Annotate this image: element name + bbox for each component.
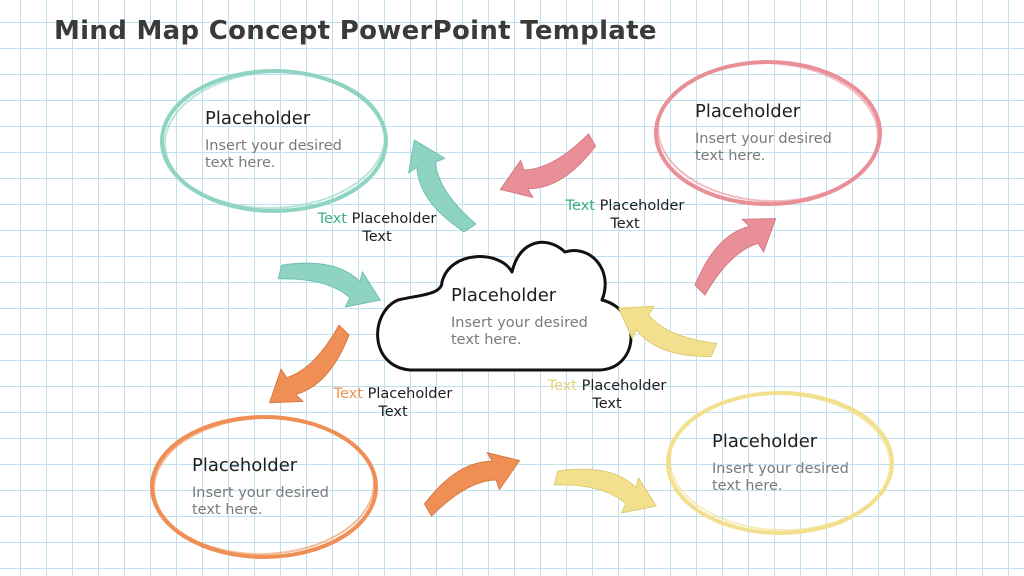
node-body	[192, 485, 329, 519]
center-body	[451, 315, 588, 349]
curved-arrow-icon	[276, 253, 386, 315]
node-title: Placeholder	[712, 431, 818, 452]
label-accent: Text	[317, 211, 347, 227]
connector-label-bottom-right	[542, 377, 672, 413]
connector-label-top-right	[560, 197, 690, 233]
curved-arrow-icon	[552, 459, 662, 521]
label-text: Placeholder	[594, 198, 685, 214]
node-title: Placeholder	[205, 108, 311, 129]
node-body	[712, 461, 849, 495]
node-title: Placeholder	[192, 455, 298, 476]
node-body	[695, 131, 832, 165]
label-text: Placeholder	[346, 211, 437, 227]
node-body-line: Insert your desired	[192, 485, 329, 501]
label-line2: Text	[378, 404, 408, 420]
curved-arrow-icon	[418, 441, 527, 526]
node-body-line: Insert your desired	[712, 461, 849, 477]
node-bottom-right	[712, 431, 849, 495]
slide-title: Mind Map Concept PowerPoint Template	[54, 16, 657, 46]
center-node	[451, 285, 588, 349]
connector-label-top-left	[312, 210, 442, 246]
center-body-line: text here.	[451, 332, 522, 348]
node-body-line: text here.	[695, 148, 766, 164]
node-body-line: text here.	[192, 502, 263, 518]
center-title: Placeholder	[451, 285, 557, 306]
label-line2: Text	[592, 396, 622, 412]
node-body-line: text here.	[712, 478, 783, 494]
label-line2: Text	[362, 229, 392, 245]
node-top-right	[695, 101, 832, 165]
connector-label-bottom-left	[328, 385, 458, 421]
label-accent: Text	[547, 378, 577, 394]
node-body-line: Insert your desired	[205, 138, 342, 154]
label-line2: Text	[610, 216, 640, 232]
node-bottom-left	[192, 455, 329, 519]
label-text: Placeholder	[576, 378, 667, 394]
node-title: Placeholder	[695, 101, 801, 122]
label-text: Placeholder	[362, 386, 453, 402]
label-accent: Text	[565, 198, 595, 214]
label-accent: Text	[333, 386, 363, 402]
node-body-line: Insert your desired	[695, 131, 832, 147]
curved-arrow-icon	[686, 202, 786, 302]
center-body-line: Insert your desired	[451, 315, 588, 331]
node-body-line: text here.	[205, 155, 276, 171]
node-body	[205, 138, 342, 172]
node-top-left	[205, 108, 342, 172]
